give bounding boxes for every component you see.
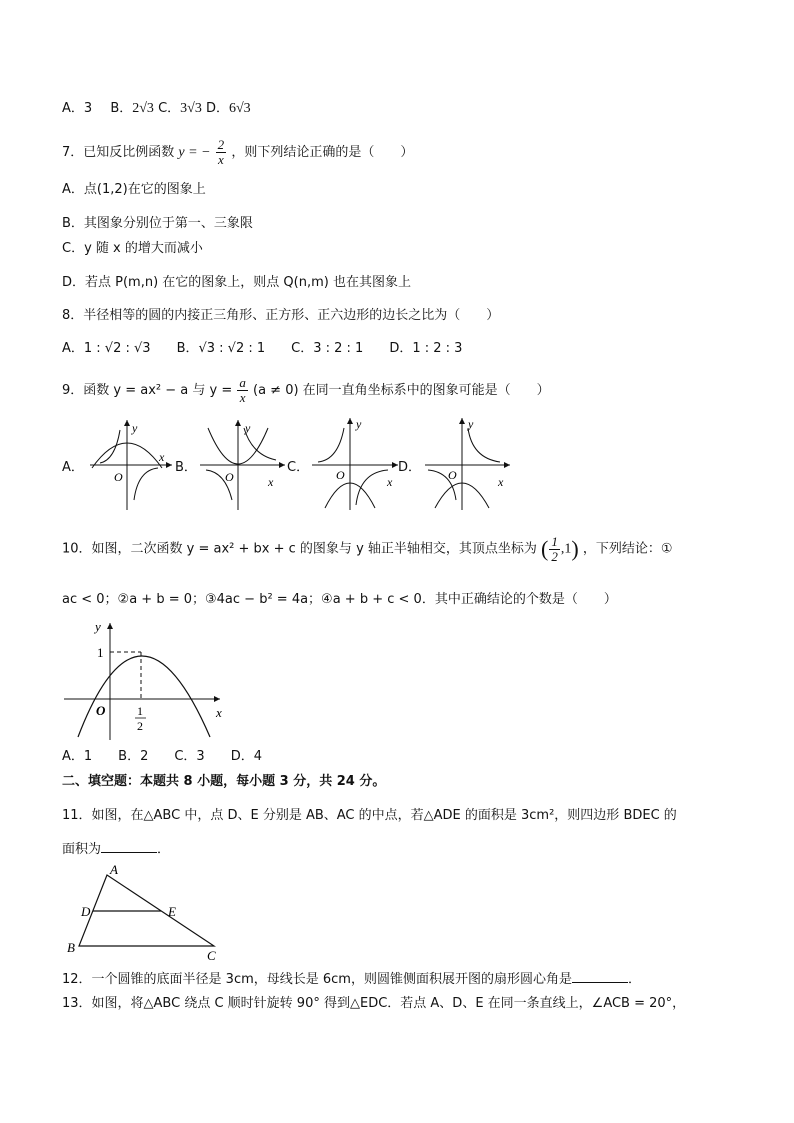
q7-stem-after: ，则下列结论正确的是（ ） xyxy=(231,145,414,160)
q6-option-c-value: 3√3 xyxy=(180,101,202,116)
q9-graph-d xyxy=(425,417,510,510)
q9-d-y-label: y xyxy=(468,417,474,431)
q7-stem-before: 7．已知反比例函数 xyxy=(62,145,175,160)
q10-stem-line2: ac < 0；②a + b = 0；③4ac − b² = 4a；④a + b + c < 0．其中正确结论的个数是（ ） xyxy=(62,592,617,607)
q9-d-x-label: x xyxy=(498,475,504,489)
q7-option-a: A．点(1,2)在它的图象上 xyxy=(62,182,206,197)
q6-option-b-value: 2√3 xyxy=(132,101,154,116)
q10-half-den: 2 xyxy=(137,719,143,733)
q7-frac-num: 2 xyxy=(217,137,225,152)
q12-text xyxy=(62,970,641,989)
q7-option-c: C．y 随 x 的增大而减小 xyxy=(62,241,203,256)
q10-graph xyxy=(60,615,240,745)
q11-label-e: E xyxy=(168,904,176,919)
q11-label-d: D xyxy=(81,904,91,919)
q10-parabola xyxy=(78,656,210,737)
q12-stem: 12．一个圆锥的底面半径是 3cm，母线长是 6cm，则圆锥侧面积展开图的扇形圆心角是 xyxy=(62,972,572,987)
q9-c-y-label: y xyxy=(356,417,362,431)
q9-c-x-label: x xyxy=(387,475,393,489)
q12-answer-blank[interactable] xyxy=(572,970,628,983)
q6-option-d-label: D． xyxy=(205,101,229,116)
q9-label-a: A． xyxy=(62,460,84,475)
q6-option-d-value: 6√3 xyxy=(228,101,251,116)
q6-option-a: A．3 xyxy=(62,101,93,116)
q10-stem-before: 10．如图，二次函数 y = ax² + bx + c 的图象与 y 轴正半轴相交，其顶点坐标为 xyxy=(62,541,537,557)
q9-stem-after: (a ≠ 0) 在同一直角坐标系中的图象可能是（ ） xyxy=(253,383,550,398)
q9-label-b: B． xyxy=(175,460,197,475)
q11-triangle-figure xyxy=(62,862,232,962)
q9-a-origin: O xyxy=(114,470,123,484)
q7-frac-den: x xyxy=(218,152,224,167)
q11-line2 xyxy=(62,840,170,859)
q10-vertex-den: 2 xyxy=(551,548,558,564)
q7-formula: y = − xyxy=(178,145,211,160)
q12-end: ． xyxy=(627,972,641,987)
q10-vertex-y: ,1 xyxy=(560,541,572,557)
q9-graph-a xyxy=(90,420,172,510)
q8-stem: 8．半径相等的圆的内接正三角形、正方形、正六边形的边长之比为（ ） xyxy=(62,308,500,323)
q11-label-c: C xyxy=(207,948,216,962)
q8-options: A．1 : √2 : √3 B．√3 : √2 : 1 C．3 : 2 : 1 D．1 : 2 : 3 xyxy=(62,341,463,356)
q9-graphs xyxy=(0,0,794,520)
q9-b-x-label: x xyxy=(268,475,274,489)
q13-text: 13．如图，将△ABC 绕点 C 顺时针旋转 90° 得到△EDC．若点 A、D、E 在同一条直线上，∠ACB = 20°， xyxy=(62,996,686,1011)
q10-y-label: y xyxy=(95,619,101,634)
q9-stem-before: 9．函数 y = ax² − a 与 y = xyxy=(62,383,233,398)
q9-a-y-label: y xyxy=(132,421,138,435)
q11-label-a: A xyxy=(110,862,118,877)
q10-vertex-fraction xyxy=(549,535,560,564)
q10-half-num: 1 xyxy=(137,704,143,718)
q9-d-origin: O xyxy=(448,468,457,482)
section2-title: 二、填空题：本题共 8 小题，每小题 3 分，共 24 分。 xyxy=(62,774,386,789)
q9-a-x-label: x xyxy=(159,450,165,464)
q11-label-b: B xyxy=(67,940,75,955)
q9-frac-num: a xyxy=(239,375,246,390)
q6-option-c-label: C． xyxy=(158,101,181,116)
q10-one-label: 1 xyxy=(97,645,104,660)
q10-origin: O xyxy=(96,703,106,718)
q9-b-y-label: y xyxy=(245,421,251,435)
q10-vertex-num: 1 xyxy=(551,533,558,549)
q7-option-d: D．若点 P(m,n) 在它的图象上，则点 Q(n,m) 也在其图象上 xyxy=(62,275,411,290)
q7-option-b: B．其图象分别位于第一、三象限 xyxy=(62,216,253,231)
q10-stem-after: ，下列结论：① xyxy=(582,541,673,557)
q11-line2-end: ． xyxy=(157,842,171,857)
q9-b-origin: O xyxy=(225,470,234,484)
q9-c-origin: O xyxy=(336,468,345,482)
q9-frac-den: x xyxy=(239,390,246,405)
q11-answer-blank[interactable] xyxy=(101,840,157,853)
q9-label-c: C． xyxy=(287,460,310,475)
q9-graph-b xyxy=(200,420,285,510)
q9-graph-c xyxy=(312,417,398,510)
q9-label-d: D． xyxy=(398,460,422,475)
q10-stem-line1: 10．如图，二次函数 y = ax² + bx + c 的图象与 y 轴正半轴相交，其顶点坐标为 ( $\frac{1}{2}$ ,1) ，下列结论：① xyxy=(62,533,673,564)
q10-x-label: x xyxy=(216,705,222,720)
q6-option-b-label: B． xyxy=(110,101,133,116)
q11-line2-text: 面积为 xyxy=(62,842,102,857)
q11-line1: 11．如图，在△ABC 中，点 D、E 分别是 AB、AC 的中点，若△ADE 的面积是 3cm²，则四边形 BDEC 的 xyxy=(62,808,677,823)
q10-options: A．1 B．2 C．3 D．4 xyxy=(62,749,262,764)
